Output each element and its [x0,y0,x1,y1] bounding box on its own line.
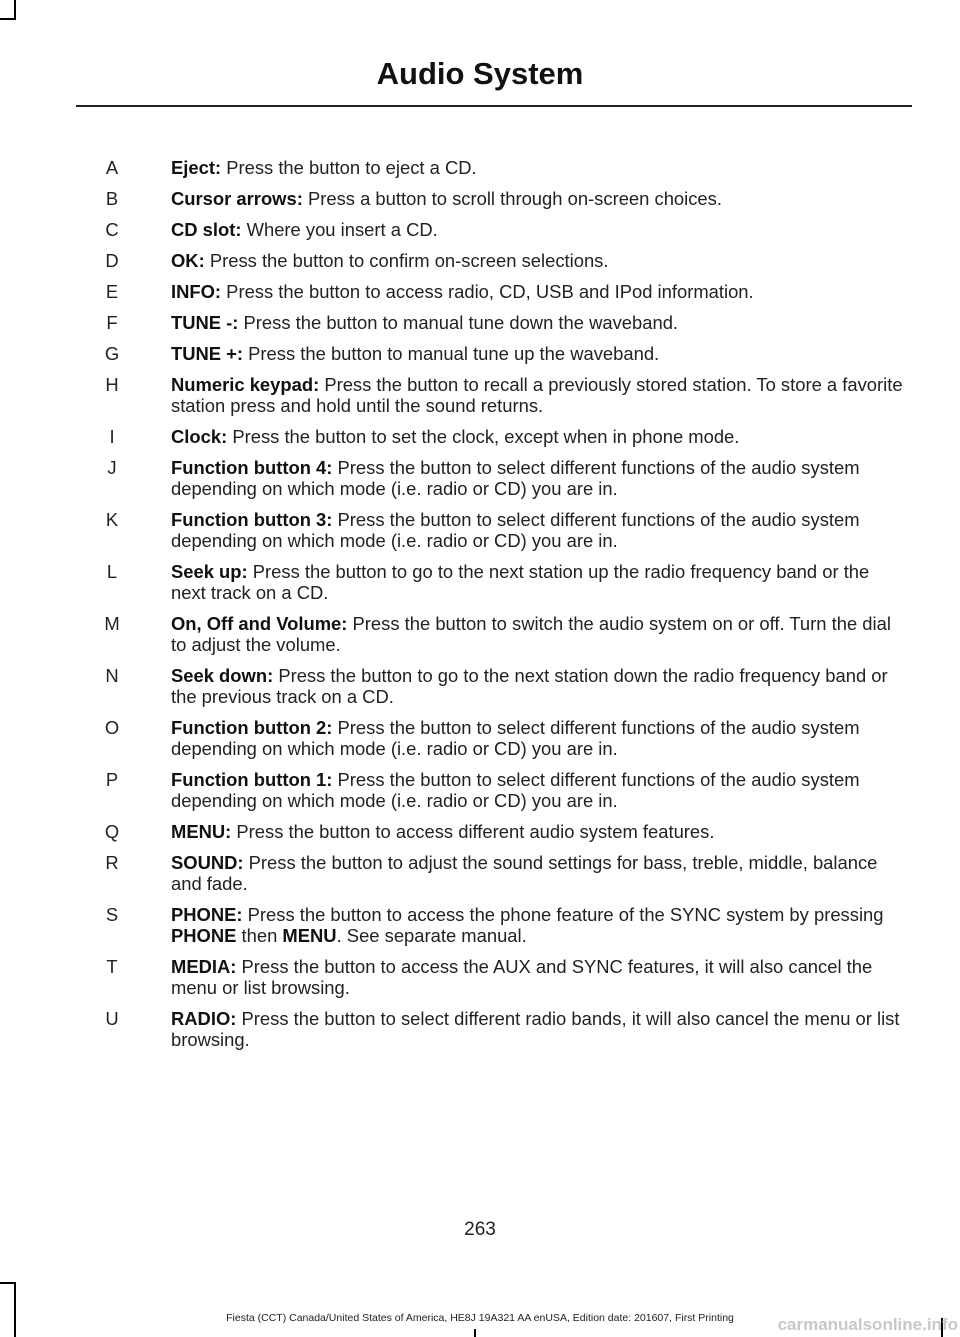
item-term-inline: PHONE [171,925,237,946]
item-letter: H [105,374,119,395]
crop-mark-top-left-horizontal [0,18,16,20]
item-description [171,343,903,364]
list-item [0,219,960,240]
item-term: TUNE +: [171,343,244,364]
item-term: Function button 4: [171,457,333,478]
list-item [0,717,960,759]
crop-mark-bottom-center [474,1329,476,1337]
edition-footer: Fiesta (CCT) Canada/United States of America, HE8J 19A321 AA enUSA, Edition date: 201607, First Printing [226,1312,734,1324]
watermark: carmanualsonline.info [777,1315,958,1334]
item-body: Press the button to eject a CD. [221,157,477,178]
list-item [0,281,960,302]
item-body: Press the button to manual tune up the waveband. [243,343,660,364]
item-letter: G [104,343,120,364]
item-description [171,374,903,416]
item-term: On, Off and Volume: [171,613,348,634]
item-letter: F [106,312,118,333]
item-description [171,821,903,842]
item-term: Cursor arrows: [171,188,303,209]
item-description [171,219,903,240]
item-description [171,157,903,178]
list-item [0,312,960,333]
item-description [171,312,903,333]
item-description [171,904,903,946]
item-letter: Q [104,821,120,842]
list-item [0,665,960,707]
item-body: . See separate manual. [336,925,527,946]
list-item [0,821,960,842]
crop-mark-bottom-left-vertical [14,1282,16,1337]
item-term: Seek up: [171,561,248,582]
item-body: Press the button to access different audio system features. [231,821,715,842]
item-letter: S [105,904,119,925]
item-letter: M [104,613,120,634]
item-description [171,852,903,894]
crop-mark-bottom-left-corner [0,1282,16,1284]
item-description [171,426,903,447]
item-body: Press the button to adjust the sound settings for bass, treble, middle, balance and fade. [171,852,878,894]
list-item [0,343,960,364]
item-description [171,509,903,551]
item-body: Press the button to select different functions of the audio system depending on which mode (i.e. radio or CD) you are in. [171,509,860,551]
item-letter: L [106,561,118,582]
list-item [0,426,960,447]
item-description [171,769,903,811]
item-body: Press a button to scroll through on-screen choices. [302,188,722,209]
page-title: Audio System [376,56,584,91]
item-body: Press the button to go to the next station down the radio frequency band or the previous track on a CD. [171,665,888,707]
item-body: Press the button to recall a previously stored station. To store a favorite station press and hold until the sound returns. [171,374,903,416]
item-body: Press the button to access the AUX and SYNC features, it will also cancel the menu or list browsing. [171,956,873,998]
item-description [171,561,903,603]
crop-mark-top-left-vertical [14,0,16,20]
item-body: Press the button to select different functions of the audio system depending on which mode (i.e. radio or CD) you are in. [171,457,860,499]
item-term: Eject: [171,157,222,178]
item-body: Press the button to access radio, CD, USB and IPod information. [221,281,754,302]
item-term: INFO: [171,281,222,302]
item-letter: B [105,188,119,209]
item-term: TUNE -: [171,312,239,333]
header-divider [76,105,912,107]
item-body: Press the button to switch the audio system on or off. Turn the dial to adjust the volume. [171,613,891,655]
item-term: RADIO: [171,1008,237,1029]
item-letter: J [107,457,117,478]
item-letter: D [105,250,119,271]
item-term: CD slot: [171,219,242,240]
item-term-inline: MENU [282,925,337,946]
item-term: Clock: [171,426,228,447]
item-term: Function button 1: [171,769,333,790]
item-letter: N [105,665,119,686]
item-term: Numeric keypad: [171,374,320,395]
list-item [0,374,960,416]
item-description [171,717,903,759]
item-term: PHONE: [171,904,243,925]
item-description [171,665,903,707]
item-description [171,956,903,998]
item-term: MENU: [171,821,232,842]
item-body: Where you insert a CD. [241,219,438,240]
item-body: Press the button to select different functions of the audio system depending on which mode (i.e. radio or CD) you are in. [171,717,860,759]
item-letter: T [106,956,118,977]
list-item [0,188,960,209]
item-description [171,1008,903,1050]
item-term: Function button 3: [171,509,333,530]
list-item [0,157,960,178]
item-letter: P [105,769,119,790]
item-letter: A [105,157,119,178]
item-term: MEDIA: [171,956,237,977]
item-term: Seek down: [171,665,274,686]
item-term: Function button 2: [171,717,333,738]
list-item [0,250,960,271]
item-description [171,188,903,209]
list-item [0,457,960,499]
item-letter: C [105,219,119,240]
item-description [171,281,903,302]
list-item [0,509,960,551]
item-letter: U [105,1008,119,1029]
item-body: Press the button to confirm on-screen selections. [204,250,609,271]
item-description [171,250,903,271]
list-item [0,1008,960,1050]
item-body: Press the button to go to the next station up the radio frequency band or the next track on a CD. [171,561,870,603]
item-letter: R [105,852,119,873]
item-letter: E [105,281,119,302]
item-description [171,613,903,655]
list-item [0,904,960,946]
list-item [0,613,960,655]
item-body: Press the button to manual tune down the waveband. [238,312,679,333]
item-letter: K [105,509,119,530]
item-term: OK: [171,250,205,271]
item-letter: I [109,426,115,447]
item-body: Press the button to select different functions of the audio system depending on which mode (i.e. radio or CD) you are in. [171,769,860,811]
item-body: Press the button to select different radio bands, it will also cancel the menu or list browsing. [171,1008,900,1050]
page-number: 263 [464,1219,496,1240]
item-body: Press the button to access the phone feature of the SYNC system by pressing [242,904,884,925]
item-letter: O [104,717,120,738]
item-body: Press the button to set the clock, except when in phone mode. [227,426,740,447]
list-item [0,956,960,998]
item-description [171,457,903,499]
list-item [0,769,960,811]
list-item [0,852,960,894]
item-term: SOUND: [171,852,244,873]
item-body: then [236,925,283,946]
list-item [0,561,960,603]
legend-list [0,157,960,1060]
